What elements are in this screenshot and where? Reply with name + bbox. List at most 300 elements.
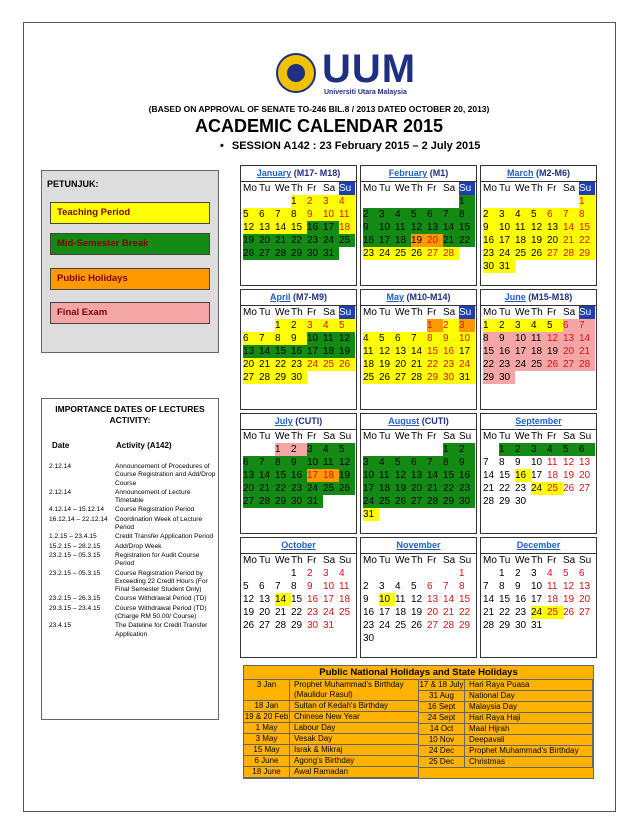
day-cell: 4 [339,568,345,579]
day-cell: 7 [427,456,443,469]
day-cell: 7 [259,332,275,345]
day-cell: 2 [363,581,369,592]
month-october [240,537,357,658]
day-cell: 30 [499,371,515,384]
day-cell: 18 [323,469,339,482]
weekday-label: We [275,555,290,566]
weekday-label: Tu [259,555,271,566]
day-cell: 3 [515,319,531,332]
day-cell: 5 [547,319,563,332]
week-row [483,221,596,234]
day-cell: 9 [363,594,369,605]
holiday-name: Hari Raya Puasa [465,680,593,690]
day-cell: 22 [275,358,291,371]
holiday-date: 24 Dec [419,746,465,756]
weekday-label: Fr [427,183,437,194]
day-cell: 10 [307,332,323,345]
important-row [49,595,217,603]
week-row [363,606,476,619]
day-cell: 18 [547,470,559,481]
day-cell: 27 [579,483,591,494]
day-cell: 8 [483,332,499,345]
important-row [49,622,217,639]
day-cell: 30 [307,247,323,260]
day-cell: 28 [443,620,455,631]
important-row [49,506,217,514]
day-cell: 16 [499,345,515,358]
day-cell: 27 [243,495,259,508]
important-date: 23.2.15 – 26.3.15 [49,595,101,603]
day-cell: 12 [547,332,563,345]
day-cell: 16 [363,607,375,618]
day-cell: 19 [563,594,575,605]
empty-cell [259,195,275,208]
empty-cell [243,443,259,456]
day-cell: 29 [579,247,595,260]
weekday-header [361,554,476,567]
day-cell: 5 [411,208,427,221]
holiday-row [419,680,593,691]
day-cell: 15 [291,221,307,234]
holiday-name: Awal Ramadan [290,767,419,777]
important-activity: Course Registration Period by Exceeding 22 Credit Hours (For Final Semester Student Only) [115,569,208,594]
day-cell: 14 [443,221,459,234]
weekday-label: Tu [259,431,271,442]
day-cell: 6 [411,456,427,469]
month-title [361,538,476,554]
day-cell: 21 [259,482,275,495]
holiday-name: Prophet Muhammad's Birthday (Maulidur Rasul) [290,680,419,700]
holiday-date: 16 Sept [419,702,465,712]
month-weeks: (M10-M14) [404,292,451,302]
day-cell: 2 [459,443,475,456]
day-cell: 1 [459,568,465,579]
holiday-row [244,701,419,712]
empty-cell [395,567,411,580]
day-cell: 1 [291,195,307,208]
day-cell: 1 [275,319,291,332]
day-cell: 24 [459,358,475,371]
day-cell: 19 [395,482,411,495]
month-title [361,414,476,430]
weekday-header [241,430,356,443]
weekday-label: Tu [499,431,511,442]
day-cell: 20 [427,607,439,618]
month-title [241,166,356,182]
logo-text: UUM [322,47,417,91]
day-cell: 22 [275,482,291,495]
day-cell: 26 [243,620,255,631]
holiday-name: National Day [465,691,593,701]
day-cell: 12 [411,594,423,605]
day-cell: 10 [515,332,531,345]
day-cell: 11 [339,581,350,592]
month-name: May [386,292,404,302]
weekday-label: Su [579,431,592,442]
month-june [480,289,597,410]
empty-cell [363,567,379,580]
week-row [363,208,476,221]
day-cell: 14 [483,594,495,605]
day-cell: 26 [411,247,427,260]
day-cell: 26 [395,495,411,508]
day-cell: 21 [275,607,287,618]
day-cell: 1 [483,319,499,332]
legend-final-exam: Final Exam [50,302,210,324]
day-cell: 4 [379,456,395,469]
day-cell: 4 [339,195,355,208]
day-cell: 6 [547,208,563,221]
weekday-label: We [395,183,410,194]
week-row [483,593,596,606]
day-cell: 23 [459,482,475,495]
day-cell: 24 [379,247,395,260]
month-name: September [515,416,562,426]
day-cell: 13 [259,221,275,234]
day-cell: 7 [563,208,579,221]
day-cell: 12 [395,469,411,482]
weekday-label: Fr [427,431,437,442]
week-row [483,580,596,593]
holiday-date: 3 May [244,734,290,744]
holiday-date: 19 & 20 Feb [244,712,289,721]
important-dates-box [41,398,219,720]
day-cell: 3 [379,581,385,592]
day-cell: 16 [307,221,323,234]
day-cell: 14 [427,469,443,482]
day-cell: 18 [395,607,407,618]
day-cell: 10 [459,332,475,345]
day-cell: 16 [291,469,307,482]
weekday-label: Sa [323,183,336,194]
month-november [360,537,477,658]
holiday-row [419,746,593,757]
weekday-label: We [395,307,410,318]
important-date: 23.4.15 [49,622,71,630]
day-cell: 15 [499,470,511,481]
day-cell: 7 [443,208,459,221]
day-cell: 16 [483,234,499,247]
empty-cell [259,443,275,456]
day-cell: 2 [307,195,323,208]
day-cell: 21 [483,483,495,494]
day-cell: 14 [259,345,275,358]
week-row [243,495,356,508]
day-cell: 3 [307,443,323,456]
day-cell: 19 [339,469,355,482]
holiday-row [244,723,419,734]
weekday-label: Su [339,431,352,442]
day-cell: 3 [379,208,395,221]
day-cell: 30 [459,495,475,508]
day-cell: 31 [323,247,339,260]
day-cell: 29 [499,620,511,631]
important-activity: Course Withdrawal Period (TD) [115,595,207,603]
holiday-name: Labour Day [290,723,419,733]
day-cell: 5 [243,581,249,592]
day-cell: 13 [579,581,591,592]
week-row [243,221,356,234]
weekday-label: Fr [547,431,557,442]
day-cell: 22 [443,482,459,495]
day-cell: 12 [339,332,355,345]
day-cell: 1 [499,568,505,579]
month-name: August [388,416,420,426]
month-december [480,537,597,658]
day-cell: 13 [579,457,591,468]
week-row [483,567,596,580]
day-cell: 8 [499,457,505,468]
day-cell: 18 [339,594,351,605]
month-title [241,290,356,306]
important-row [49,533,217,541]
week-row [243,234,356,247]
day-cell: 21 [483,607,495,618]
day-cell: 9 [515,457,521,468]
day-cell: 1 [291,568,297,579]
day-cell: 11 [339,208,355,221]
day-cell: 23 [307,607,319,618]
month-name: February [388,168,428,178]
day-cell: 25 [395,620,407,631]
day-cell: 24 [515,358,531,371]
day-cell: 19 [563,470,575,481]
day-cell: 9 [307,581,313,592]
day-cell: 12 [243,221,259,234]
day-cell: 9 [291,456,307,469]
week-row [483,195,596,208]
weekday-label: Tu [499,555,511,566]
important-activity: Credit Transfer Application Period [115,533,214,541]
day-cell: 18 [531,345,547,358]
day-cell: 3 [531,443,547,456]
important-activity: Announcement of Lecture Timetable [115,488,191,505]
day-cell: 7 [275,208,291,221]
day-cell: 29 [291,247,307,260]
weekday-label: We [275,307,290,318]
weekday-label: Tu [259,307,271,318]
day-cell: 28 [259,495,275,508]
day-cell: 22 [291,607,303,618]
day-cell: 1 [427,319,443,332]
week-row [363,567,476,580]
day-cell: 6 [579,443,595,456]
empty-cell [275,195,291,208]
holiday-row [244,756,419,767]
day-cell: 15 [459,594,471,605]
important-rows [49,463,217,640]
day-cell: 5 [411,581,417,592]
day-cell: 19 [411,607,423,618]
day-cell: 4 [547,568,553,579]
important-date-header: Date [52,441,70,450]
day-cell: 26 [547,358,563,371]
session-line [220,140,480,152]
day-cell: 11 [547,581,558,592]
empty-cell [563,195,579,208]
day-cell: 20 [411,482,427,495]
legend-title: PETUNJUK: [47,179,99,189]
holiday-date: 18 Jan [244,701,290,711]
day-cell: 20 [547,234,563,247]
day-cell: 19 [243,234,259,247]
day-cell: 9 [459,456,475,469]
holidays-title: Public National Holidays and State Holidays [244,666,593,680]
week-row [363,234,476,247]
week-row [363,593,476,606]
holiday-row [419,713,593,724]
empty-cell [259,319,275,332]
bullet-icon: • [220,140,224,152]
important-activity: Registration for Audit Course Period [115,551,200,568]
week-row [483,319,596,332]
day-cell: 20 [395,358,411,371]
empty-cell [395,195,411,208]
month-name: October [281,540,316,550]
day-cell: 31 [531,620,543,631]
holiday-name: Sultan of Kedah's Birthday [290,701,419,711]
week-row [243,567,356,580]
day-cell: 29 [443,495,459,508]
day-cell: 30 [291,495,307,508]
day-cell: 25 [323,482,339,495]
day-cell: 9 [515,581,521,592]
day-cell: 21 [427,482,443,495]
empty-cell [411,443,427,456]
month-title [481,538,596,554]
holiday-date: 10 Nov [419,735,465,745]
weekday-label: Mo [483,307,497,318]
day-cell: 26 [531,247,547,260]
day-cell: 16 [443,345,459,358]
holiday-row [244,712,419,723]
important-row [49,463,217,488]
day-cell: 1 [443,443,459,456]
day-cell: 28 [443,247,459,260]
day-cell: 13 [395,345,411,358]
empty-cell [411,567,427,580]
day-cell: 18 [339,221,355,234]
important-activity: Coordination Week of Lecture Period [115,515,203,532]
weekday-label: Tu [499,183,511,194]
day-cell: 28 [275,620,287,631]
weekday-label: Sa [443,307,456,318]
month-name: March [506,168,534,178]
day-cell: 11 [547,457,558,468]
week-row [483,260,596,273]
day-cell: 18 [395,234,411,247]
day-cell: 14 [275,221,291,234]
empty-cell [259,567,275,580]
session-text: SESSION A142 : 23 February 2015 – 2 July 2015 [231,140,481,152]
day-cell: 13 [427,221,443,234]
important-activity: Course Withdrawal Period (TD) (Charge RM 50.00/ Course) [115,604,207,621]
day-cell: 23 [291,358,307,371]
day-cell: 17 [459,345,475,358]
day-cell: 17 [323,594,335,605]
day-cell: 29 [275,495,291,508]
day-cell: 14 [579,332,595,345]
day-cell: 1 [579,195,595,208]
day-cell: 1 [275,443,291,456]
day-cell: 26 [379,371,395,384]
day-cell: 10 [323,581,335,592]
day-cell: 7 [275,581,281,592]
day-cell: 10 [379,221,395,234]
day-cell: 12 [563,457,575,468]
weekday-label: Sa [443,183,456,194]
weekday-label: Fr [307,183,317,194]
day-cell: 7 [411,332,427,345]
month-title [361,290,476,306]
weekday-header [361,182,476,195]
holiday-name: Vesak Day [290,734,419,744]
weekday-label: Su [459,182,475,195]
month-title [481,290,596,306]
week-row [483,234,596,247]
day-cell: 17 [515,345,531,358]
weekday-label: We [275,431,290,442]
empty-cell [499,195,515,208]
day-cell: 11 [379,469,395,482]
legend-teaching: Teaching Period [50,202,210,224]
week-row [363,469,476,482]
day-cell: 17 [379,607,391,618]
day-cell: 17 [323,221,339,234]
day-cell: 12 [531,221,547,234]
day-cell: 3 [323,195,339,208]
weekday-label: Mo [363,555,377,566]
weekday-label: Mo [483,183,497,194]
week-row [363,358,476,371]
day-cell: 8 [459,208,475,221]
day-cell: 15 [275,345,291,358]
day-cell: 6 [427,208,443,221]
day-cell: 20 [563,345,579,358]
day-cell: 16 [515,594,527,605]
empty-cell [515,195,531,208]
holiday-name: Christmas [465,757,593,767]
weekday-label: Tu [379,431,391,442]
day-cell: 1 [459,195,475,208]
day-cell: 19 [243,607,255,618]
weekday-label: Sa [443,555,456,566]
week-row [243,358,356,371]
day-cell: 18 [323,345,339,358]
day-cell: 18 [363,358,379,371]
weekday-label: Sa [323,431,336,442]
day-cell: 25 [395,247,411,260]
day-cell: 16 [459,469,475,482]
holiday-date: 14 Oct [419,724,465,734]
week-row [483,358,596,371]
day-cell: 2 [291,443,307,456]
day-cell: 17 [307,345,323,358]
day-cell: 30 [307,620,319,631]
day-cell: 30 [443,371,459,384]
important-row [49,552,217,569]
week-row [483,619,596,632]
holiday-row [244,680,419,701]
day-cell: 27 [547,247,563,260]
weekday-label: We [275,183,290,194]
day-cell: 11 [323,456,339,469]
week-row [363,247,476,260]
weekday-label: Th [531,307,543,318]
day-cell: 20 [579,594,591,605]
day-cell: 16 [515,469,531,482]
day-cell: 5 [339,443,355,456]
